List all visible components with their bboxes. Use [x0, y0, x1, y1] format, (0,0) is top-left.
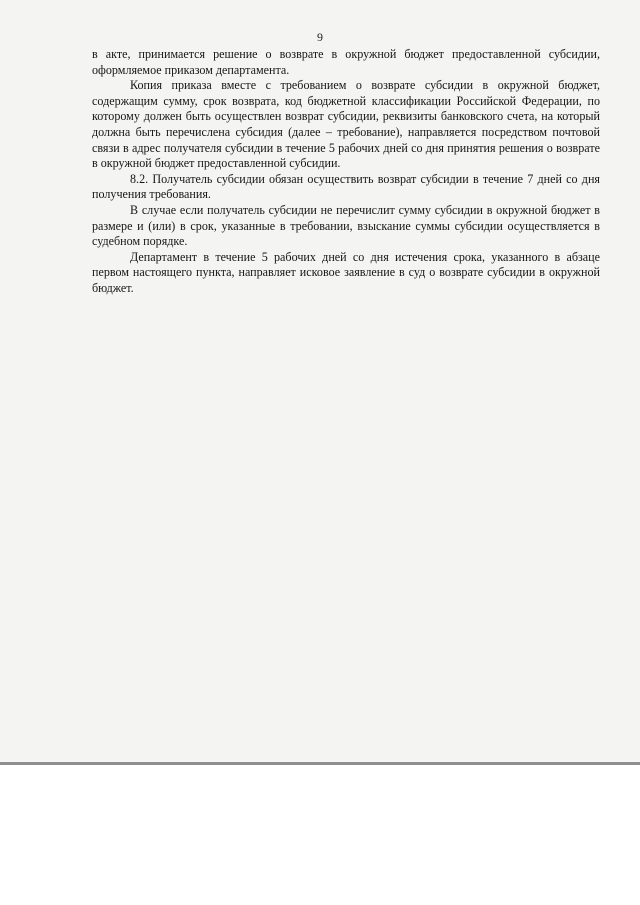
- document-body: [92, 47, 600, 297]
- page-number: 9: [317, 30, 323, 44]
- paragraph-8-2: 8.2. Получатель субсидии обязан осуществить возврат субсидии в течение 7 дней со дня получения требования.: [92, 171, 600, 202]
- paragraph-order-copy: Копия приказа вместе с требованием о возврате субсидии в окружной бюджет, содержащим сумму, срок возврата, код бюджетной классификации Российской Федерации, по которому должен быть осуществлен возврат субсидии, реквизиты банковского счета, на который должна быть перечислена субсидия (далее – требование), направляется посредством почтовой связи в адрес получателя субсидии в течение 5 рабочих дней со дня принятия решения о возврате в окружной бюджет предоставленной субсидии.: [92, 78, 600, 171]
- paragraph-continuation: в акте, принимается решение о возврате в окружной бюджет предоставленной субсидии, оформляемое приказом департамента.: [92, 47, 600, 77]
- scan-bottom-edge: [0, 762, 640, 765]
- paragraph-department-claim: Департамент в течение 5 рабочих дней со дня истечения срока, указанного в абзаце первом настоящего пункта, направляет исковое заявление в суд о возврате субсидии в окружной бюджет.: [92, 249, 600, 295]
- paragraph-court-recovery: В случае если получатель субсидии не перечислит сумму субсидии в окружной бюджет в размере и (или) в срок, указанные в требовании, взыскание суммы субсидии осуществляется в судебном порядке.: [92, 202, 600, 249]
